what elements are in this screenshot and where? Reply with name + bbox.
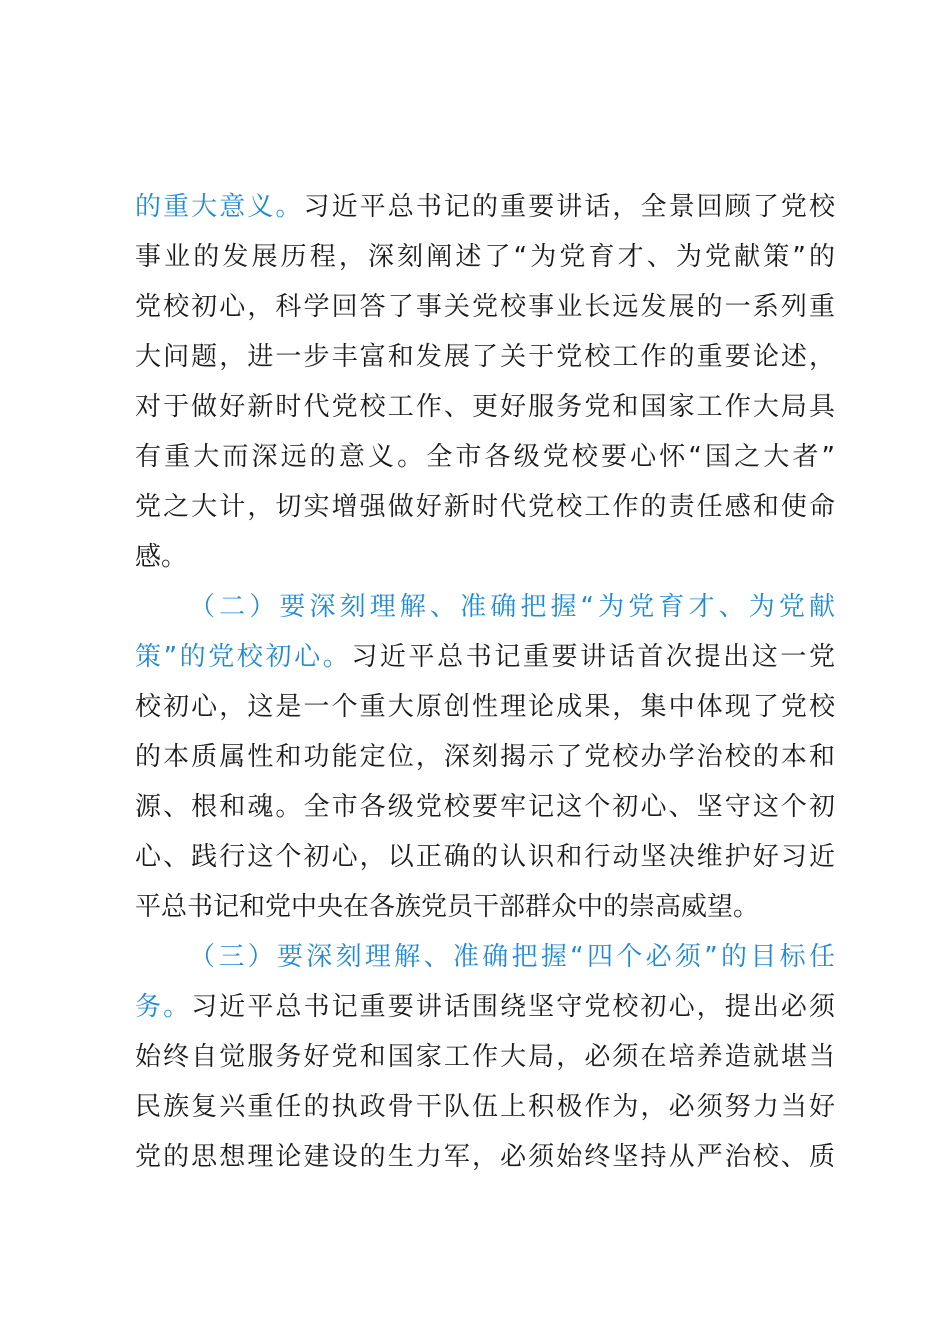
text-line: 党之大计，切实增强做好新时代党校工作的责任感和使命 (135, 492, 835, 522)
document-body (135, 182, 835, 1182)
text-line: 大问题，进一步丰富和发展了关于党校工作的重要论述， (135, 342, 835, 372)
text-line: 的本质属性和功能定位，深刻揭示了党校办学治校的本和 (135, 742, 835, 772)
text-line (135, 632, 835, 682)
section-heading: （二）要深刻理解、准确把握“为党育才、为党献 (189, 592, 835, 622)
text-line: 党的思想理论建设的生力军，必须始终坚持从严治校、质 (135, 1142, 835, 1172)
text-line: 平总书记和党中央在各族党员干部群众中的崇高威望。 (135, 892, 760, 922)
section-heading: （三）要深刻理解、准确把握“四个必须”的目标任 (189, 942, 835, 972)
highlighted-phrase: 的重大意义。 (135, 192, 304, 222)
text-line: 对于做好新时代党校工作、更好服务党和国家工作大局具 (135, 392, 835, 422)
text-line: 民族复兴重任的执政骨干队伍上积极作为，必须努力当好 (135, 1092, 835, 1122)
text-line: 事业的发展历程，深刻阐述了“为党育才、为党献策”的 (135, 242, 835, 272)
text-line: 源、根和魂。全市各级党校要牢记这个初心、坚守这个初 (135, 792, 835, 822)
highlighted-phrase: 务。 (135, 992, 192, 1022)
text-line: 有重大而深远的意义。全市各级党校要心怀“国之大者” (135, 442, 835, 472)
text-line: 心、践行这个初心，以正确的认识和行动坚决维护好习近 (135, 842, 835, 872)
body-text: 习近平总书记重要讲话首次提出这一党 (351, 642, 835, 672)
highlighted-phrase: 策”的党校初心。 (135, 642, 352, 672)
text-line: 始终自觉服务好党和国家工作大局，必须在培养造就堪当 (135, 1042, 835, 1072)
text-line (135, 982, 835, 1032)
text-line: 感。 (135, 542, 188, 572)
text-line: 校初心，这是一个重大原创性理论成果，集中体现了党校 (135, 692, 835, 722)
body-text: 习近平总书记重要讲话围绕坚守党校初心，提出必须 (191, 992, 835, 1022)
text-line (135, 182, 835, 232)
body-text: 习近平总书记的重要讲话，全景回顾了党校 (303, 192, 835, 222)
text-line: 党校初心，科学回答了事关党校事业长远发展的一系列重 (135, 292, 835, 322)
